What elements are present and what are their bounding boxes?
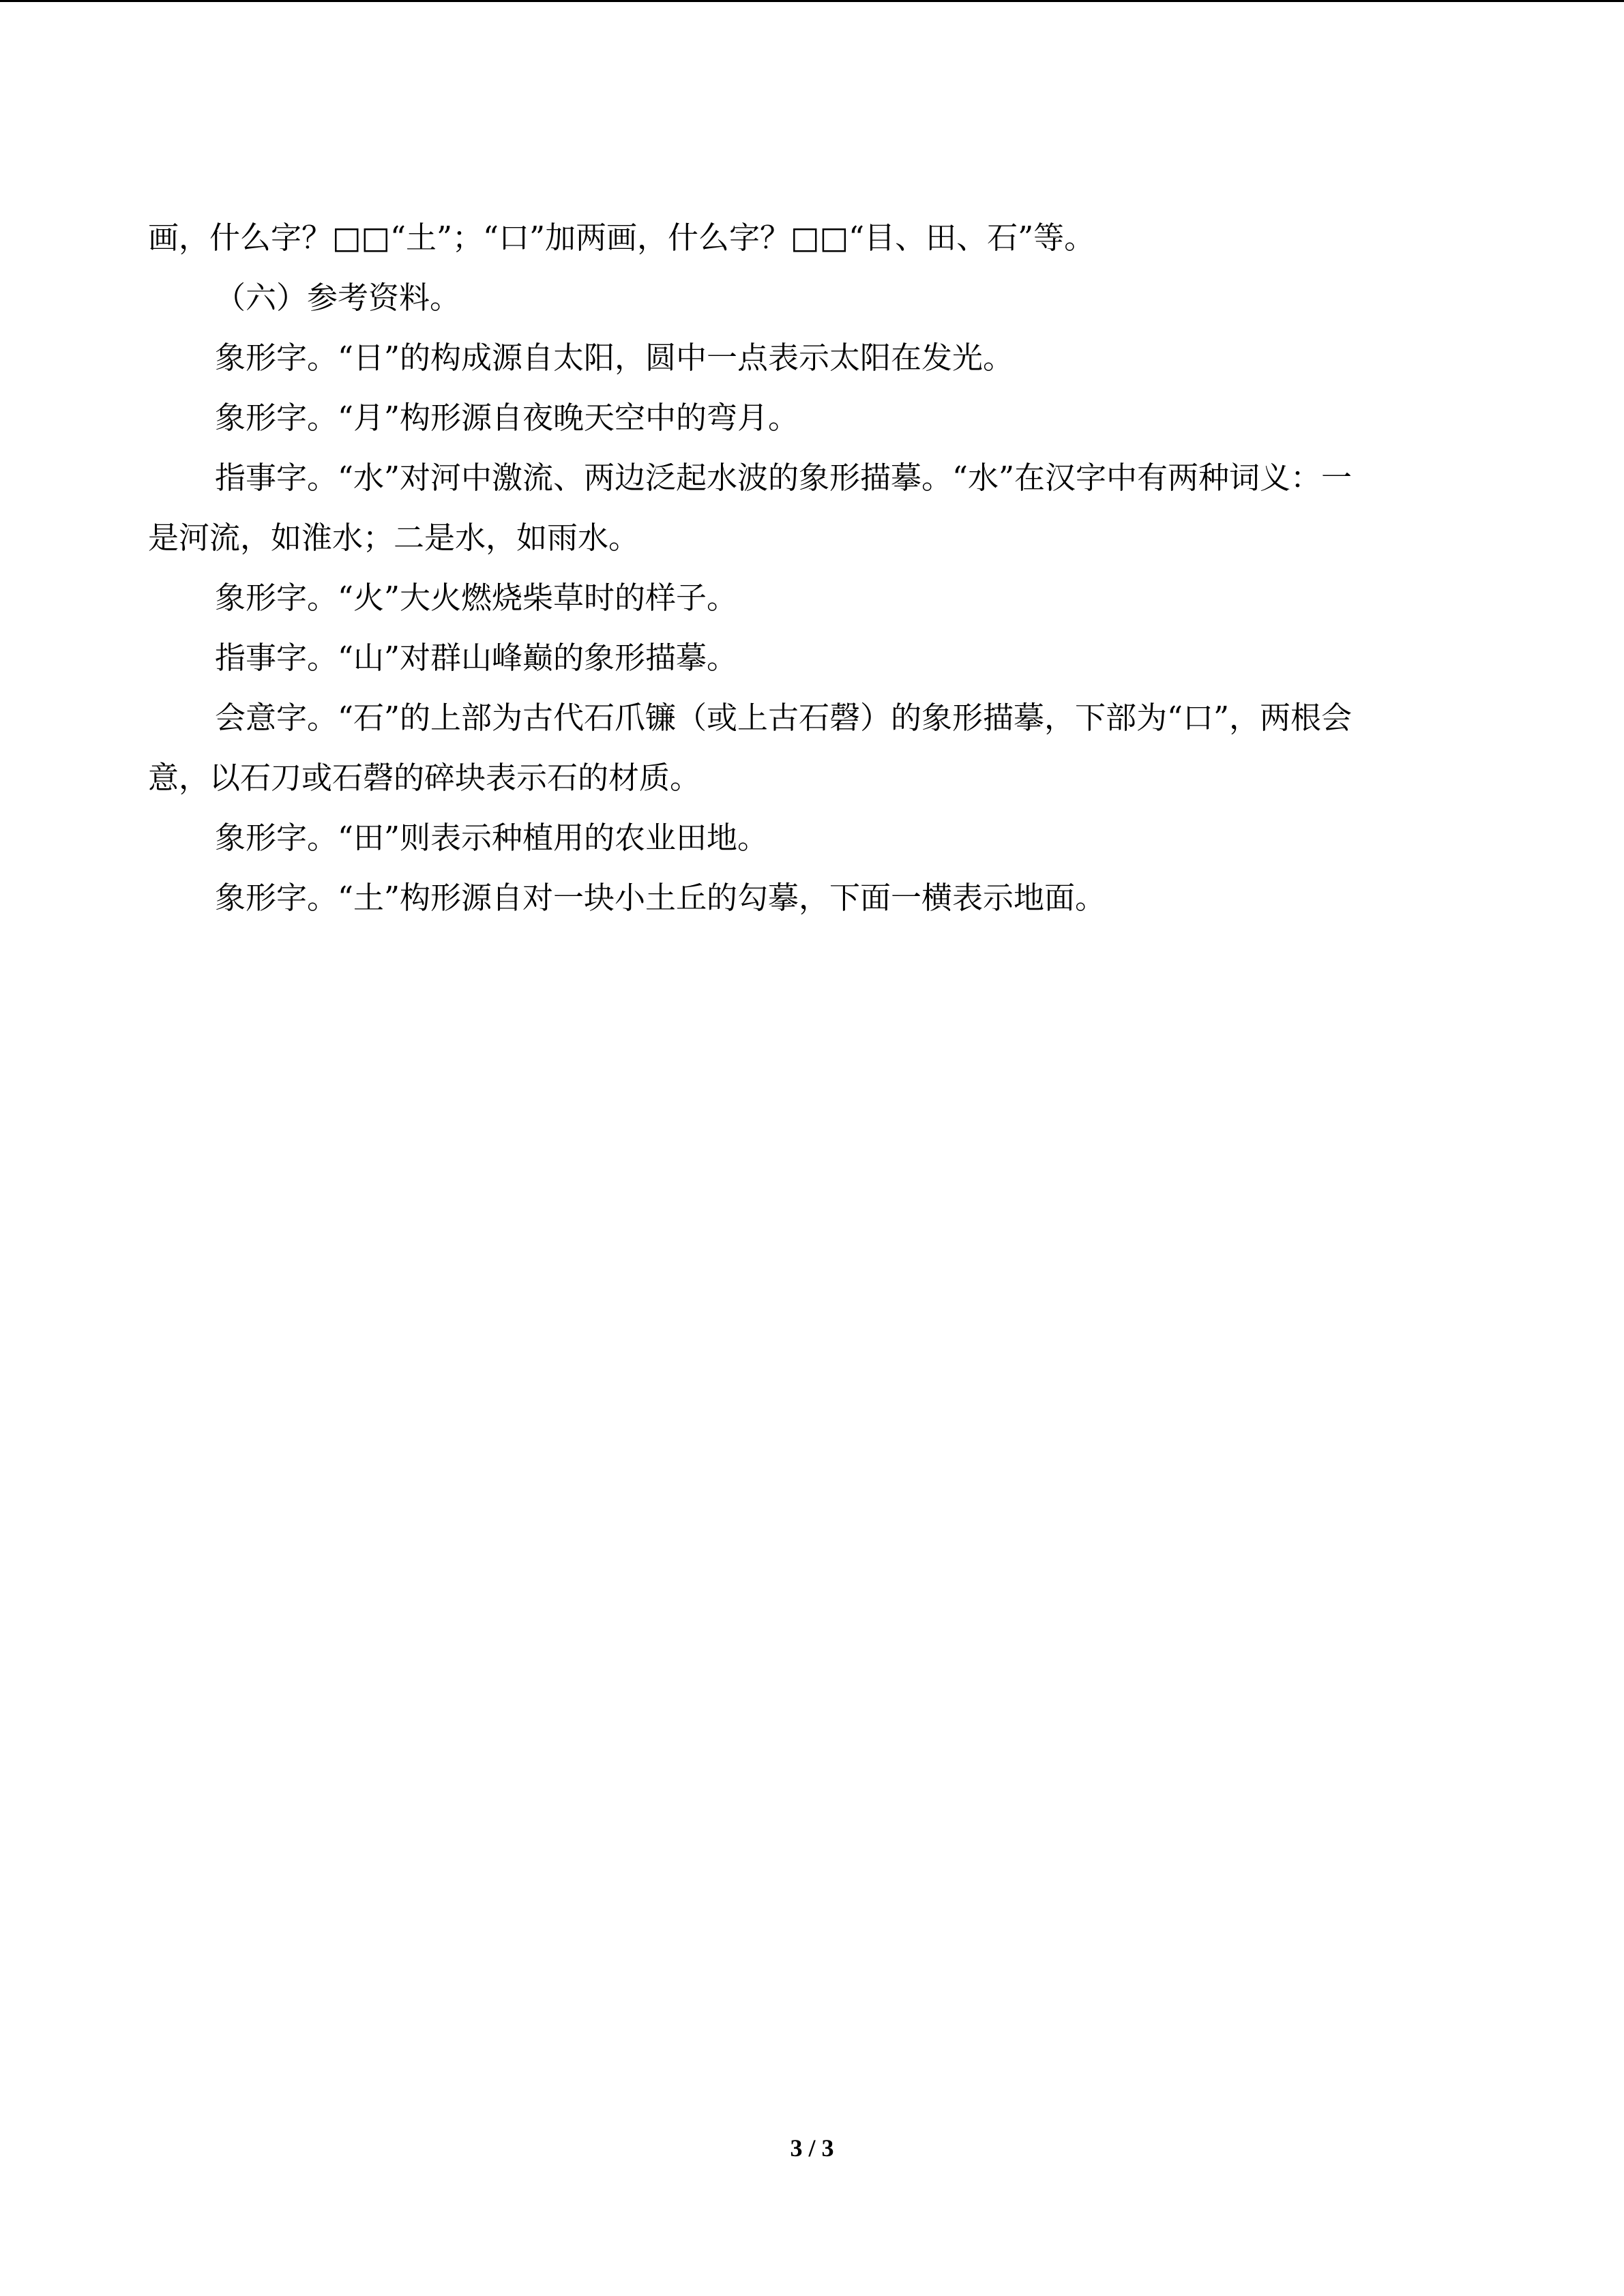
paragraph-yue [148, 388, 1458, 448]
paragraph-line: 象形字。“日”的构成源自太阳，圆中一点表示太阳在发光。 [215, 340, 1014, 376]
page-number: 3 / 3 [790, 2134, 834, 2162]
paragraph-line: 会意字。“石”的上部为古代石爪镰（或上古石磬）的象形描摹，下部为“口”，两根会 [215, 700, 1353, 736]
paragraph-line: （六）参考资料。 [215, 280, 461, 316]
paragraph-line: 是河流，如淮水；二是水，如雨水。 [148, 520, 640, 556]
paragraph-line: 画，什么字？□□“土”；“口”加两画，什么字？□□“目、田、石”等。 [148, 220, 1095, 256]
top-border-line [0, 0, 1624, 2]
paragraph-continuation [148, 208, 1458, 268]
paragraph-line: 意，以石刀或石磬的碎块表示石的材质。 [148, 760, 701, 796]
paragraph-shi [148, 688, 1458, 748]
paragraph-line: 指事字。“山”对群山峰巅的象形描摹。 [215, 640, 738, 676]
paragraph-ri [148, 328, 1458, 388]
paragraph-line: 指事字。“水”对河中激流、两边泛起水波的象形描摹。“水”在汉字中有两种词义：一 [215, 460, 1353, 496]
paragraph-line: 象形字。“月”构形源自夜晚天空中的弯月。 [215, 400, 799, 436]
paragraph-huo [148, 568, 1458, 628]
section-heading-references [148, 268, 1458, 328]
paragraph-shui [148, 448, 1458, 508]
paragraph-tian [148, 808, 1458, 868]
paragraph-shi-continuation [148, 748, 1458, 808]
paragraph-tu [148, 868, 1458, 928]
paragraph-line: 象形字。“火”大火燃烧柴草时的样子。 [215, 580, 738, 616]
document-body [148, 208, 1458, 928]
paragraph-shui-continuation [148, 508, 1458, 568]
paragraph-line: 象形字。“土”构形源自对一块小土丘的勾摹，下面一横表示地面。 [215, 880, 1106, 916]
paragraph-shan [148, 628, 1458, 688]
paragraph-line: 象形字。“田”则表示种植用的农业田地。 [215, 820, 769, 856]
